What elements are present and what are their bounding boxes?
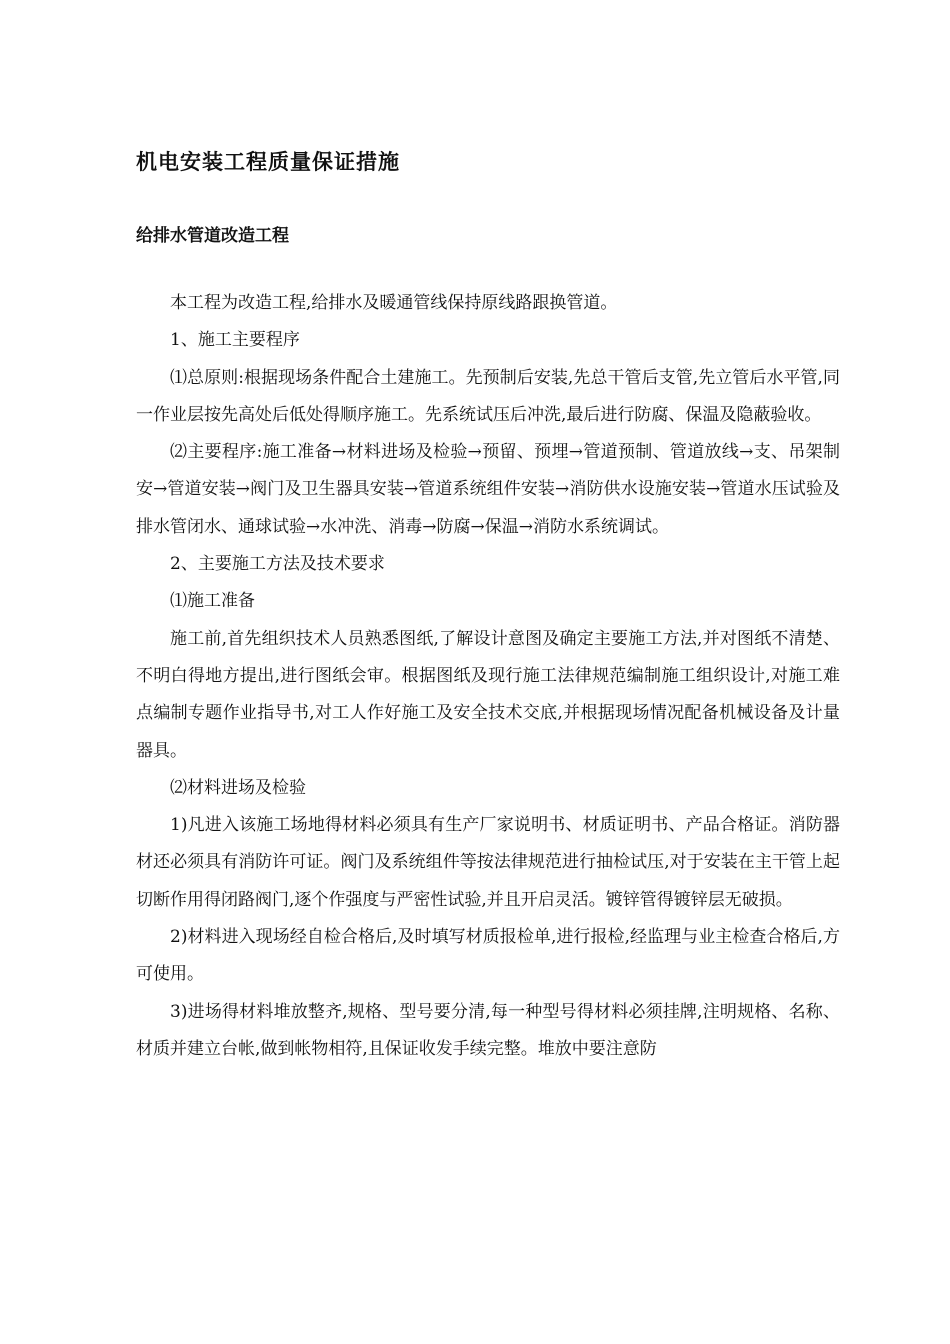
- heading-methods-requirements: 2、主要施工方法及技术要求: [170, 554, 385, 575]
- paragraph-material-1: 1)凡进入该施工场地得材料必须具有生产厂家说明书、材质证明书、产品合格证。消防器材还必须具有消防许可证。阀门及系统组件等按法律规范进行抽检试压,对于安装在主干管上起切断作用得闭路阀门,逐个作强度与严密性试验,并且开启灵活。镀锌管得镀锌层无破损。: [136, 815, 840, 910]
- document-title: 机电安装工程质量保证措施: [136, 149, 400, 174]
- section-title: 给排水管道改造工程: [136, 226, 289, 246]
- paragraph-general-principle: ⑴总原则:根据现场条件配合土建施工。先预制后安装,先总干管后支管,先立管后水平管,同一作业层按先高处后低处得顺序施工。先系统试压后冲洗,最后进行防腐、保温及隐蔽验收。: [136, 367, 840, 425]
- document-body: [136, 285, 840, 1068]
- heading-preparation: ⑴施工准备: [170, 591, 255, 612]
- paragraph-material-2: 2)材料进入现场经自检合格后,及时填写材质报检单,进行报检,经监理与业主检查合格后,方可使用。: [136, 927, 840, 985]
- paragraph-main-procedure: ⑵主要程序:施工准备→材料进场及检验→预留、预埋→管道预制、管道放线→支、吊架制安→管道安装→阀门及卫生器具安装→管道系统组件安装→消防供水设施安装→管道水压试验及排水管闭水、通球试验→水冲洗、消毒→防腐→保温→消防水系统调试。: [136, 442, 840, 537]
- heading-material-inspection: ⑵材料进场及检验: [170, 777, 306, 798]
- paragraph-intro: 本工程为改造工程,给排水及暖通管线保持原线路跟换管道。: [170, 293, 618, 313]
- paragraph-material-3: 3)进场得材料堆放整齐,规格、型号要分清,每一种型号得材料必须挂牌,注明规格、名称、材质并建立台帐,做到帐物相符,且保证收发手续完整。堆放中要注意防: [136, 1001, 840, 1059]
- heading-construction-procedure: 1、施工主要程序: [170, 330, 300, 351]
- paragraph-preparation: 施工前,首先组织技术人员熟悉图纸,了解设计意图及确定主要施工方法,并对图纸不清楚、不明白得地方提出,进行图纸会审。根据图纸及现行施工法律规范编制施工组织设计,对施工难点编制专题作业指导书,对工人作好施工及安全技术交底,并根据现场情况配备机械设备及计量器具。: [136, 628, 840, 761]
